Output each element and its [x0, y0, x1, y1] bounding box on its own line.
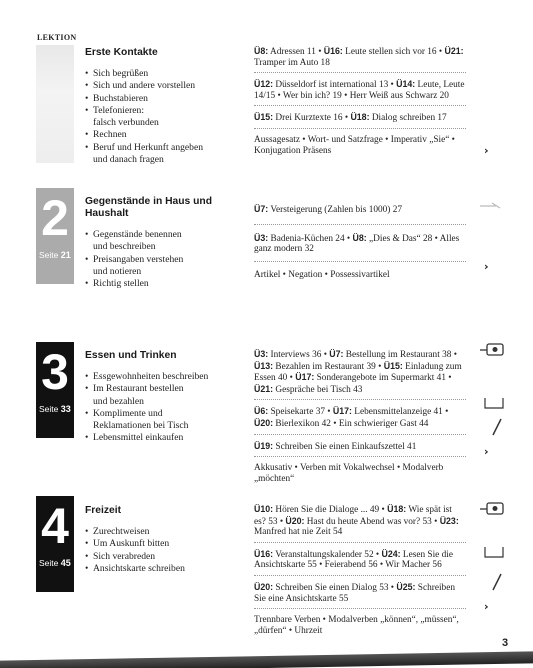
lesson-4-reading: Ü16: Veranstaltungskalender 52 • Ü24: Lesen Sie die Ansichtskarte 55 • Feierabend 56 • Wir Macher 56 [254, 549, 466, 576]
lesson-3-number: 3 [41, 344, 69, 400]
topic-item: und notieren [93, 265, 142, 277]
topic-item: • Sich verabreden [85, 551, 245, 563]
lesson-1-topics [85, 68, 245, 166]
lesson-1-listening: Ü8: Adressen 11 • Ü16: Leute stellen sich vor 16 • Ü21: Tramper im Auto 18 [254, 46, 466, 73]
lesson-4-exercises [254, 504, 466, 636]
listening-icon [478, 200, 504, 212]
listening-icon [479, 341, 507, 359]
lesson-2-grammar: Artikel • Negation • Possessivartikel [254, 269, 390, 280]
lesson-2-exercises [254, 204, 466, 280]
lesson-4-marker [36, 496, 74, 592]
arrow-right-icon: › [484, 445, 489, 458]
lesson-3-marker [36, 342, 74, 438]
topic-item: • Sich und andere vorstellen [85, 80, 245, 92]
lesson-1-marker [36, 45, 74, 163]
lesson-4-listening: Ü10: Hören Sie die Dialoge ... 49 • Ü18: Wie spät ist es? 53 • Ü20: Hast du heute Abend was vor? 53 • Ü23: Manfred hat nie Zeit 54 [254, 504, 466, 543]
topic-item: • Gegenstände benennen [85, 229, 245, 241]
arrow-right-icon: › [484, 144, 489, 157]
topic-item: • Preisangaben verstehen [85, 254, 245, 266]
lesson-1-title: Erste Kontakte [85, 47, 158, 58]
lesson-4-topics [85, 526, 245, 575]
writing-icon [490, 572, 504, 592]
topic-item: • Zurechtweisen [85, 526, 245, 538]
lesson-4-writing: Ü20: Schreiben Sie einen Dialog 53 • Ü25: Schreiben Sie eine Ansichtskarte 55 [254, 582, 466, 609]
lesson-4-overview [85, 505, 245, 575]
lesson-3-writing: Ü19: Schreiben Sie einen Einkaufszettel 41 [254, 441, 466, 458]
lesson-3-listening: Ü3: Interviews 36 • Ü7: Bestellung im Restaurant 38 • Ü13: Bezahlen im Restaurant 39 • Ü15: Einladung zum Essen 40 • Ü17: Sonderangebote im Supermarkt 41 • Ü21: Gespräche bei Tisch 43 [254, 349, 466, 400]
lesson-2-marker [36, 188, 74, 284]
lesson-1-reading: Ü12: Düsseldorf ist international 13 • Ü14: Leute, Leute 14/15 • Wer bin ich? 19 • Herr Weiß aus Schwarz 20 [254, 79, 466, 106]
topic-item: • Ansichtskarte schreiben [85, 563, 245, 575]
topic-item: • Um Auskunft bitten [85, 538, 245, 550]
lesson-2-reading: Ü3: Badenia-Küchen 24 • Ü8: „Dies & Das“ 28 • Alles ganz modern 32 [254, 233, 466, 262]
topic-item: und danach fragen [93, 154, 164, 166]
lesson-4-title: Freizeit [85, 505, 122, 516]
lesson-4-page: Seite 45 [39, 558, 71, 568]
topic-item: • Telefonieren: [85, 105, 245, 117]
lesson-2-topics [85, 229, 245, 290]
topic-item: • Lebensmittel einkaufen [85, 432, 245, 444]
listening-icon [479, 500, 507, 518]
lesson-3-topics [85, 371, 245, 445]
lesson-3-overview [85, 350, 245, 445]
lesson-4-grammar: Trennbare Verben • Modalverben „können“, „müssen“, „dürfen“ • Uhrzeit [254, 615, 459, 636]
topic-item: Reklamationen bei Tisch [93, 420, 189, 432]
topic-item: falsch verbunden [93, 117, 159, 129]
lesson-1-overview [85, 47, 245, 166]
lesson-2-overview [85, 196, 245, 290]
lesson-3-grammar: Akkusativ • Verben mit Vokalwechsel • Modalverb „möchten“ [254, 463, 444, 484]
lesson-1-exercises [254, 46, 466, 156]
reading-icon [484, 545, 504, 559]
topic-item: • Sich begrüßen [85, 68, 245, 80]
topic-item: • Im Restaurant bestellen [85, 383, 245, 395]
lesson-4-number: 4 [41, 498, 69, 554]
lesson-1-grammar: Aussagesatz • Wort- und Satzfrage • Imperativ „Sie“ • Konjugation Präsens [254, 134, 455, 156]
lesson-3-exercises [254, 349, 466, 484]
arrow-right-icon: › [484, 600, 489, 613]
lesson-3-page: Seite 33 [39, 404, 71, 414]
page-edge-shadow [0, 651, 533, 668]
topic-item: • Rechnen [85, 129, 245, 141]
lesson-3-reading: Ü6: Speisekarte 37 • Ü17: Lebensmittelanzeige 41 • Ü20: Bierlexikon 42 • Ein schwieriger Gast 44 [254, 406, 466, 434]
topic-item: und bezahlen [93, 395, 144, 407]
lesson-3-title: Essen und Trinken [85, 350, 177, 361]
topic-item: • Essgewohnheiten beschreiben [85, 371, 245, 383]
lesson-1-writing: Ü15: Drei Kurztexte 16 • Ü18: Dialog schreiben 17 [254, 112, 466, 129]
lesson-2-listening: Ü7: Versteigerung (Zahlen bis 1000) 27 [254, 204, 466, 225]
lesson-2-number: 2 [41, 190, 69, 246]
arrow-right-icon: › [484, 260, 489, 273]
topic-item: und beschreiben [93, 241, 156, 253]
lesson-2-title: Gegenstände in Haus und Haushalt [85, 196, 213, 219]
topic-item: • Richtig stellen [85, 278, 245, 290]
lesson-2-page: Seite 21 [39, 250, 71, 260]
page-number: 3 [502, 637, 509, 649]
topic-item: • Komplimente und [85, 408, 245, 420]
topic-item: • Buchstabieren [85, 93, 245, 105]
writing-icon [490, 417, 504, 437]
reading-icon [484, 396, 504, 410]
lektion-header: LEKTION [37, 33, 77, 42]
topic-item: • Beruf und Herkunft angeben [85, 142, 245, 154]
